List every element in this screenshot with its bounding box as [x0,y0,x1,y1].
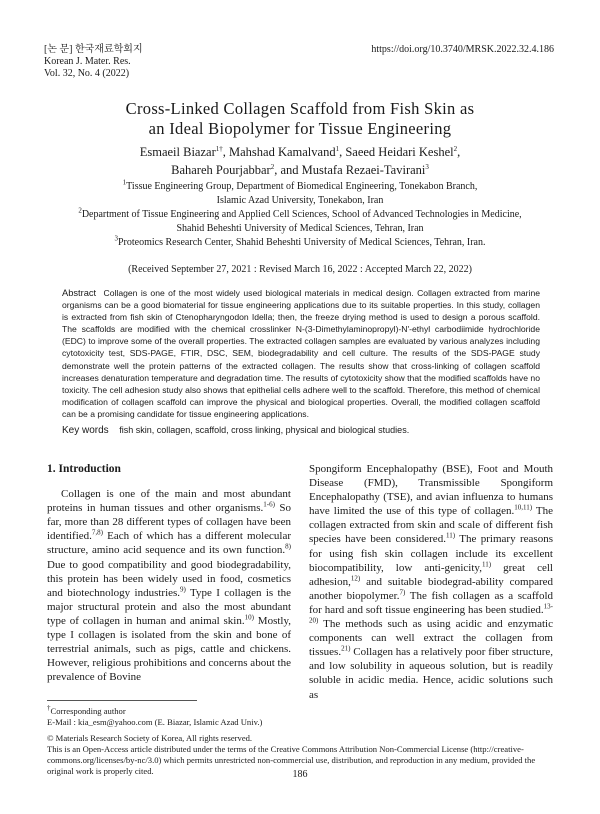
journal-english-name: Korean J. Mater. Res. [44,56,131,67]
author-name: Bahareh Pourjabbar [171,163,271,177]
author-separator: , [339,145,346,159]
author-separator: , [457,145,461,159]
affiliation-text: Proteomics Research Center, Shahid Beheshti University of Medical Sciences, Tehran, Iran. [118,237,486,248]
text-run: and suitable biodegrad-ability compared another biopolymer. [309,575,553,602]
citation: 11) [481,560,492,568]
title-line-2: an Ideal Biopolymer for Tissue Engineering [148,119,452,138]
author-name: Saeed Heidari Keshel [345,145,454,159]
citation: 9) [180,585,186,594]
author-line-1 [40,143,560,161]
author-affiliation-mark: 1† [215,144,223,153]
copyright-note: © Materials Research Society of Korea, All rights reserved. [47,733,253,743]
section-heading: 1. Introduction [47,463,121,475]
intro-paragraph-left [47,487,291,684]
author-affiliation-mark: 1 [335,144,340,153]
citation: 7,8) [91,528,103,537]
intro-paragraph-right [309,462,553,702]
journal-header [44,44,143,80]
footnotes [47,706,555,777]
affiliation-text: Department of Tissue Engineering and Applied Cell Sciences, School of Advanced Technologies in Medicine, [81,209,522,220]
body-column-left [47,462,291,684]
author-name: Esmaeil Biazar [139,145,216,159]
citation: 1-6) [263,500,275,509]
license-note: This is an Open-Access article distributed under the terms of the Creative Commons Attribution Non-Commercial License (http://creative-commons.org/licenses/by-nc/3.0) which permits unrestricted non-commercial use, distribution, and reproduction in any medium, provided the original work is properly cited. [47,744,536,776]
affiliation-1 [30,180,570,194]
keywords-text: fish skin, collagen, scaffold, cross linking, physical and biological studies. [119,425,410,435]
corresponding-author-note [47,706,555,717]
text-run: The collagen extracted from skin and scale of different fish species have been considered. [309,505,554,546]
author-name: Mustafa Rezaei-Tavirani [301,163,426,177]
text-run: Each of which has a different molecular structure, amino acid sequence and its own function. [47,530,291,557]
text-run: Collagen is one of the main and most abundant proteins in human tissues and other organisms. [47,488,291,515]
author-affiliation-mark: 2 [453,144,458,153]
affiliation-3 [30,236,570,250]
citation: 8) [285,542,291,551]
text-run: The fish collagen as a scaffold for hard and soft tissue engineering has been studied. [309,589,553,616]
received-dates: (Received September 27, 2021 : Revised March 16, 2022 : Accepted March 22, 2022) [128,264,472,275]
text-run: Spongiform Encephalopathy (BSE), Foot and Mouth Disease (FMD), Transmissible Spongiform Encephalopathy (TSE), and avian influenza to humans have limited the use of this type of collagen. [309,463,553,518]
keywords [62,424,540,437]
affiliation-mark: 1 [122,178,127,187]
author-list [40,143,560,179]
affiliation-mark: 3 [114,234,118,243]
text-run: Mostly, type I collagen is isolated from the skin and bone of terrestrial animals, such as pigs, cattle and chickens. However, religious prohibitions and concerns about the prevalence of Bovine [47,614,291,684]
text-run: Type I collagen is the major structural protein and also the most abundant type of collagen in human and animal skin. [47,586,291,627]
journal-korean-name: [논 문] 한국재료학회지 [44,44,143,55]
keywords-label: Key words [62,425,109,436]
text-run: So far, more than 28 different types of collagen have been identified. [47,502,291,543]
affiliation-1-cont: Islamic Azad University, Tonekabon, Iran [216,195,384,206]
body-column-right [309,462,553,702]
corresponding-label: Corresponding author [50,706,126,716]
contact-email: E-Mail : kia_esm@yahoo.com (E. Biazar, Islamic Azad Univ.) [47,717,263,727]
title-line-1: Cross-Linked Collagen Scaffold from Fish Skin as [125,99,475,118]
citation: 11) [445,531,456,540]
citation: 21) [341,644,351,653]
author-separator: , [222,145,229,159]
citation: 10) [244,613,254,622]
text-run: The methods such as using acidic and enzymatic components can well extract the collagen from tissues. [309,618,553,659]
affiliation-list [30,180,570,250]
text-run: Due to good compatibility and good biodegradability, this protein has been widely used in food, cosmetics and biotechnology industries. [47,558,291,599]
article-title [40,99,560,139]
text-run: great cell adhesion, [309,561,553,588]
author-separator: , and [274,163,302,177]
author-affiliation-mark: 2 [270,162,275,171]
page-number: 186 [292,769,308,780]
citation: 13-20) [309,602,553,625]
doi-link[interactable]: https://doi.org/10.3740/MRSK.2022.32.4.186 [371,44,554,55]
footnote-divider [47,700,197,701]
abstract-label: Abstract [62,288,97,298]
author-line-2 [40,161,560,179]
dagger-mark: † [47,704,51,713]
affiliation-2-cont: Shahid Beheshti University of Medical Sciences, Tehran, Iran [176,223,424,234]
affiliation-mark: 2 [78,206,82,215]
citation: 12) [350,574,361,583]
text-run: The primary reasons for using fish skin collagen include its excellent biocompatibility, low anti-genicity, [309,533,553,574]
abstract [62,287,540,420]
author-name: Mahshad Kamalvand [229,145,336,159]
citation: 10,11) [514,503,533,512]
text-run: Collagen has a relatively poor fiber structure, and low solubility in aqueous solution, but is readily soluble in acidic media. Hence, acidic solutions such as [309,646,553,701]
affiliation-text: Tissue Engineering Group, Department of Biomedical Engineering, Tonekabon Branch, [126,181,478,192]
affiliation-2 [30,208,570,222]
journal-volume: Vol. 32, No. 4 (2022) [44,68,130,79]
citation: 7) [399,588,406,597]
author-affiliation-mark: 3 [425,162,429,171]
abstract-text: Collagen is one of the most widely used biological materials in medical design. Collagen extracted from marine organisms can be a good biomaterial for tissue engineering applications due to its suitable properties. In this study, collagen is extracted from fish skin of Ctenopharyngodon Idella; then, the freeze drying method is used to design a porous scaffold. The scaffolds are modified with the chemical crosslinker N-(3-Dimethylaminopropyl)-N'-ethyl carbodiimide hydrochloride (EDC) to improve some of the overall properties. The extracted collagen samples are evaluated by various analyzes including cytotoxicity test, SDS-PAGE, FTIR, DSC, SEM, biodegradability and cell culture. The results of the SDS-PAGE study demonstrate well the protein patterns of the extracted collagen. The results show that cross-linking of collagen scaffold increases denaturation temperature and degradation time. The results of cytotoxicity show that the modified scaffolds have no toxicity. The cell adhesion study also shows that epithelial cells adhere well to the scaffold. Therefore, this method of chemical modification of collagen scaffold can improve the physical and biological properties. Overall, the modified collagen scaffold can be a promising candidate for tissue engineering applications. [62,288,540,419]
